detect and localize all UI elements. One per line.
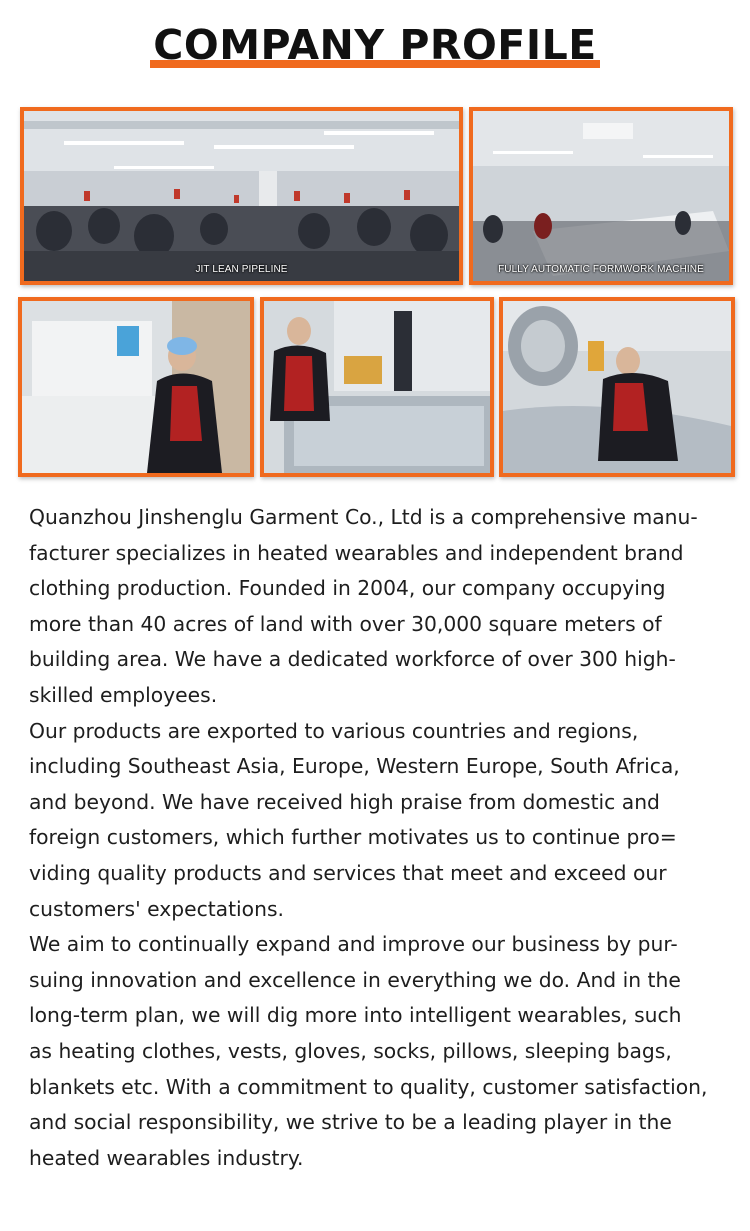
paragraph-line: facturer specializes in heated wearables and independent brand [29, 540, 684, 565]
worker-at-machine-photo [18, 297, 254, 477]
paragraph-line: long-term plan, we will dig more into intelligent wearables, such [29, 1003, 682, 1028]
paragraph-line: more than 40 acres of land with over 30,000 square meters of [29, 611, 662, 636]
paragraph-line: blankets etc. With a commitment to quality, customer satisfaction, [29, 1074, 708, 1099]
photo-caption-formwork-machine: FULLY AUTOMATIC FORMWORK MACHINE [498, 264, 704, 275]
paragraph-line: We aim to continually expand and improve our business by pur- [29, 932, 678, 957]
paragraph-line: customers' expectations. [29, 896, 284, 921]
paragraph-line: and social responsibility, we strive to be a leading player in the [29, 1110, 672, 1135]
photo-caption-jit-lean-pipeline: JIT LEAN PIPELINE [195, 264, 288, 275]
paragraph-line: viding quality products and services that meet and exceed our [29, 860, 667, 885]
worker-at-cutting-table-photo [260, 297, 494, 477]
paragraph-line: skilled employees. [29, 682, 218, 707]
worker-at-pressing-machine-photo [499, 297, 735, 477]
paragraph-line: building area. We have a dedicated workforce of over 300 high- [29, 647, 676, 672]
title-wrapper [0, 22, 750, 68]
formwork-machine-photo [469, 107, 733, 285]
paragraph-line: as heating clothes, vests, gloves, socks, pillows, sleeping bags, [29, 1038, 672, 1063]
paragraph-line: and beyond. We have received high praise from domestic and [29, 789, 660, 814]
paragraph-line: suing innovation and excellence in everything we do. And in the [29, 967, 681, 992]
paragraph-line: Our products are exported to various countries and regions, [29, 718, 639, 743]
paragraph-line: heated wearables industry. [29, 1145, 304, 1170]
paragraph-line: foreign customers, which further motivates us to continue pro= [29, 825, 677, 850]
paragraph-line: including Southeast Asia, Europe, Western Europe, South Africa, [29, 754, 680, 779]
paragraph-line: clothing production. Founded in 2004, our company occupying [29, 576, 666, 601]
paragraph-line: Quanzhou Jinshenglu Garment Co., Ltd is a comprehensive manu- [29, 505, 698, 529]
factory-floor-photo [20, 107, 463, 285]
company-description [29, 500, 741, 1176]
page-title: COMPANY PROFILE [150, 22, 599, 68]
